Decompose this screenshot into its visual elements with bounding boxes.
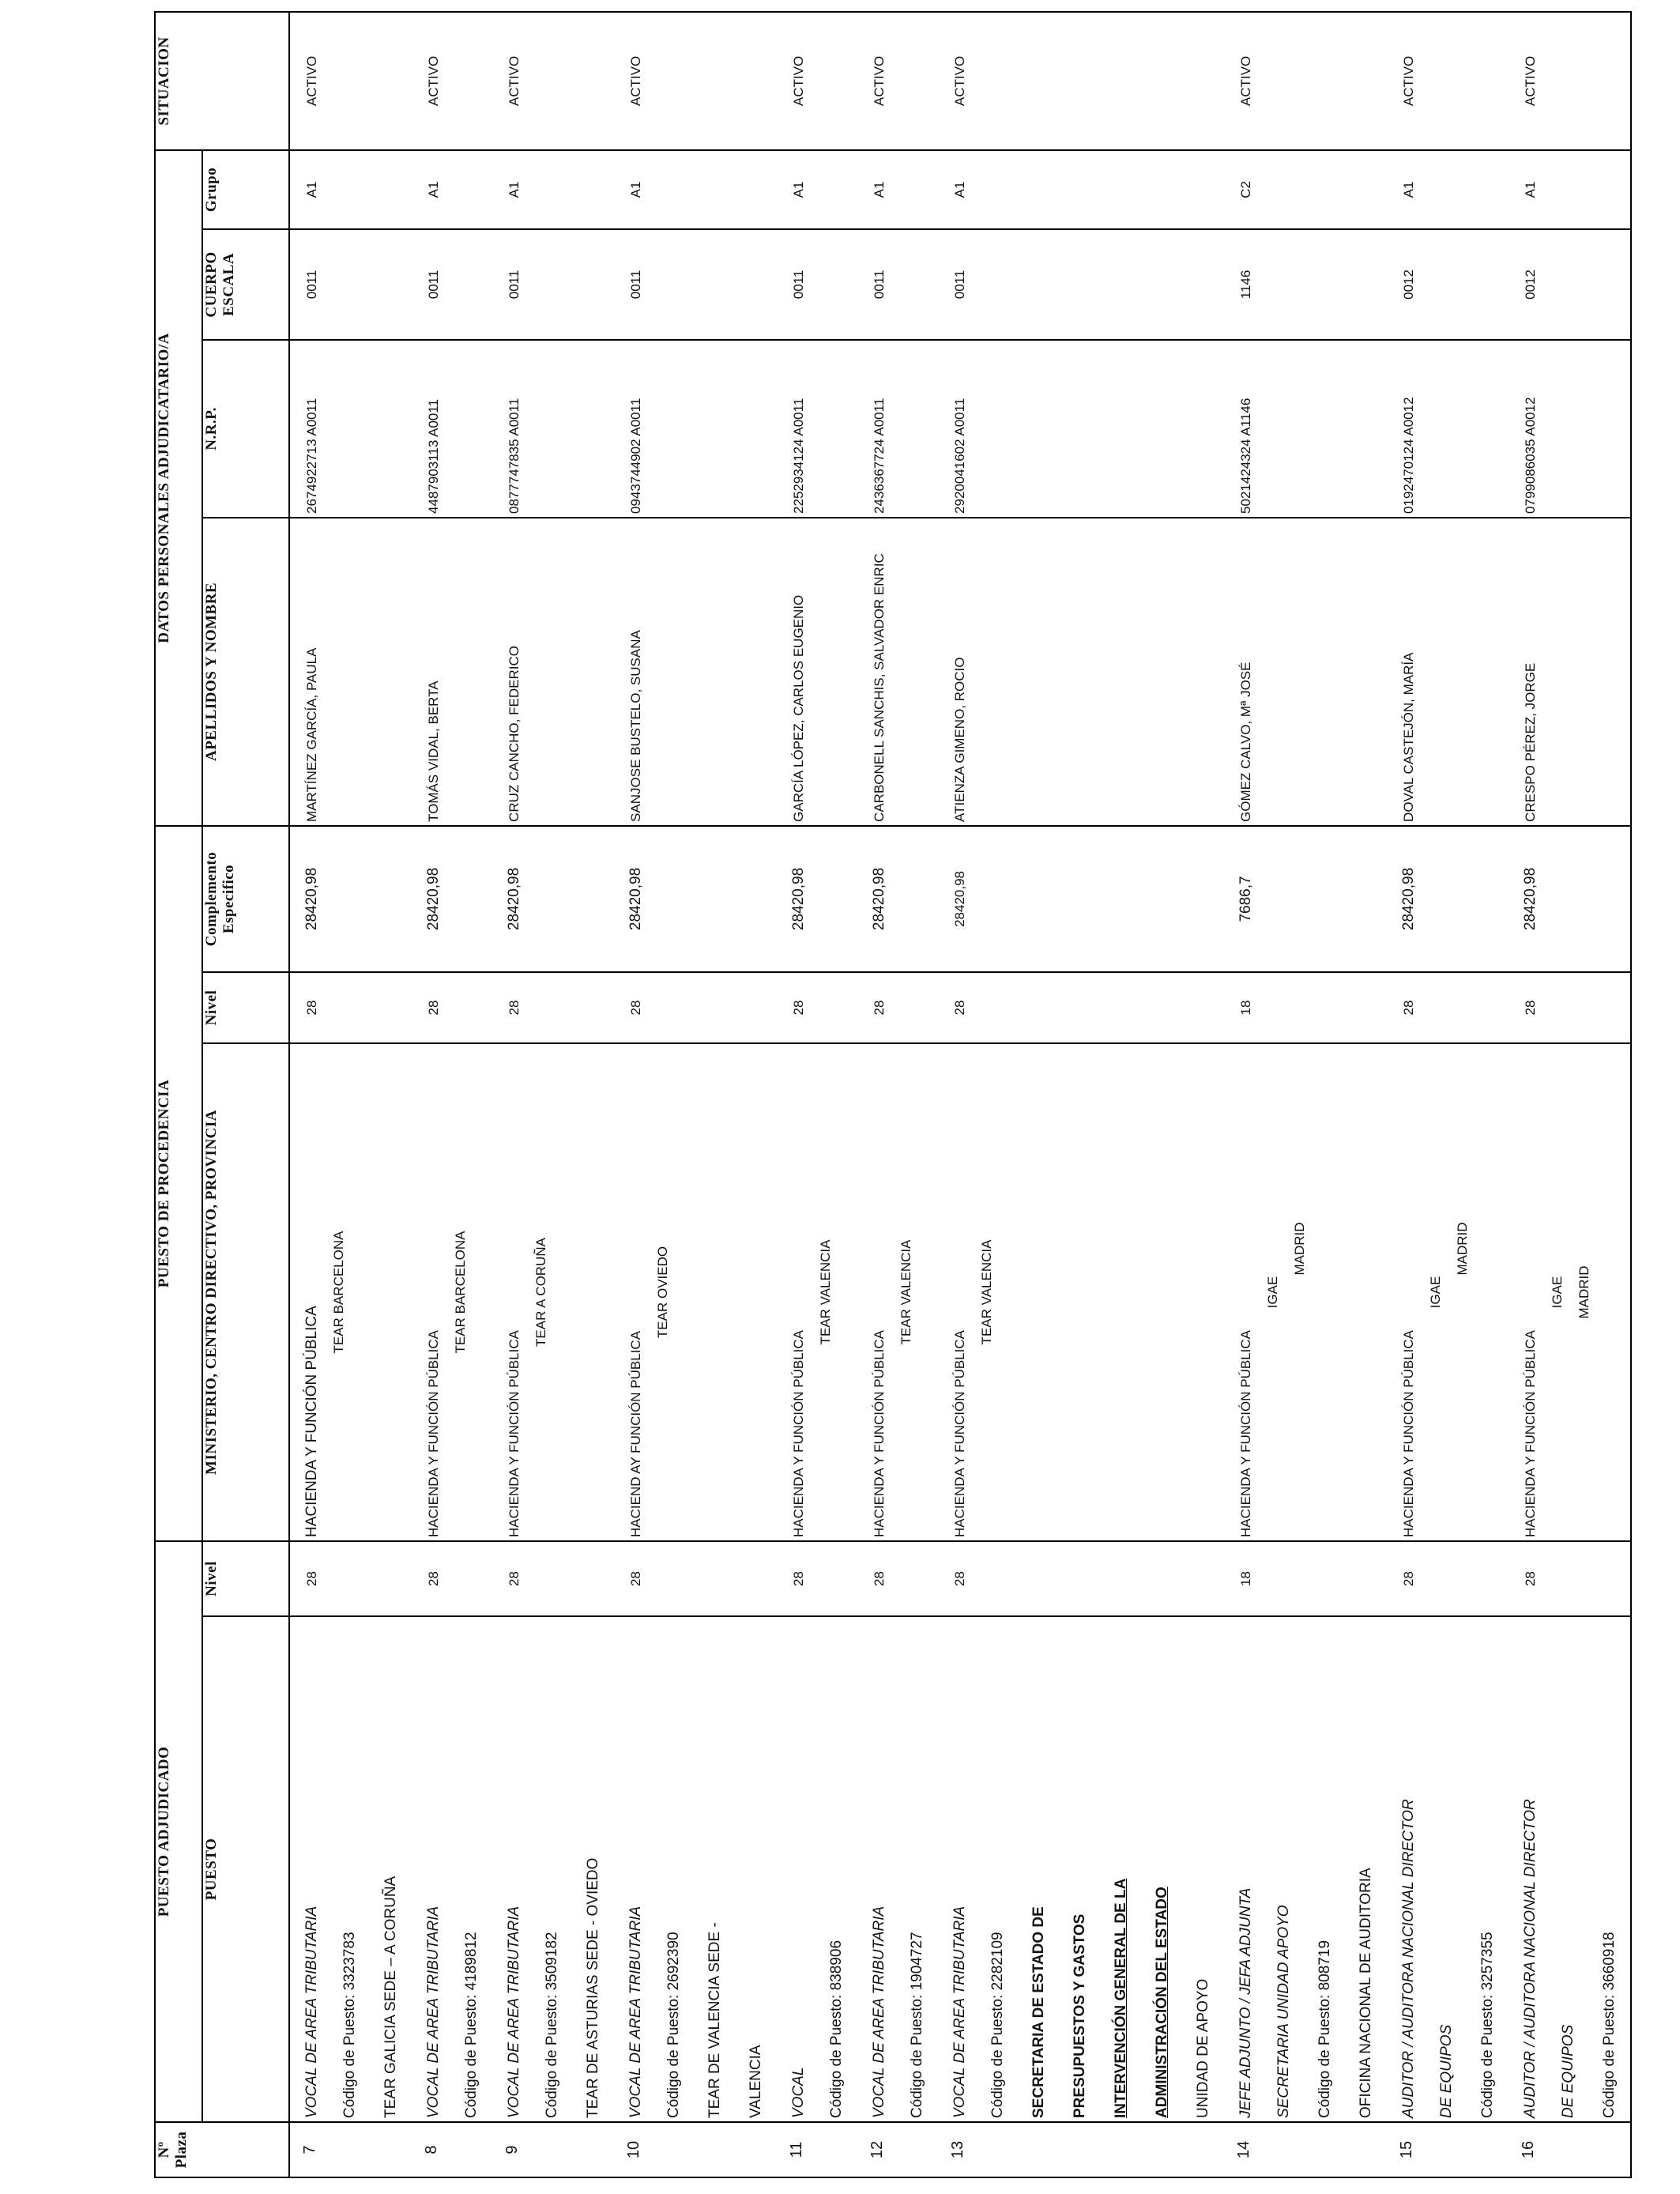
table-row <box>412 12 492 2177</box>
row-grupo: A1 <box>857 150 938 229</box>
header-complemento: Complemento Especifico <box>202 826 289 972</box>
puesto-title: VOCAL DE AREA TRIBUTARIA <box>627 1906 644 2118</box>
ministerio-line: HACIENDA Y FUNCIÓN PÚBLICA <box>791 1329 806 1537</box>
ministerio-centro: TEAR VALENCIA <box>979 1239 994 1345</box>
ministerio-line: HACIENDA Y FUNCIÓN PÚBLICA <box>303 1306 320 1537</box>
row-nivel-procedencia: 28 <box>492 972 614 1043</box>
row-nrp: 0877747835 A0011 <box>492 340 614 518</box>
header-nivel: Nivel <box>202 1541 289 1616</box>
header-nrp: N.R.P. <box>202 340 289 518</box>
ministerio-centro: TEAR VALENCIA <box>898 1239 913 1345</box>
ministerio-centro: IGAE <box>1550 1276 1565 1309</box>
row-cuerpo: 0012 <box>1509 229 1631 340</box>
row-nombre: GÓMEZ CALVO, Mª JOSÉ <box>1224 518 1387 826</box>
row-puesto <box>1224 1616 1387 2122</box>
puesto-title: JEFE ADJUNTO / JEFA ADJUNTA <box>1237 1887 1254 2118</box>
row-complemento: 28420,98 <box>938 826 1224 972</box>
row-nombre: ATIENZA GIMENO, ROCIO <box>938 518 1224 826</box>
row-grupo: A1 <box>938 150 1224 229</box>
row-nombre: CRESPO PÉREZ, JORGE <box>1509 518 1631 826</box>
row-cuerpo: 0011 <box>614 229 777 340</box>
row-nivel: 28 <box>938 1541 1224 1616</box>
puesto-codigo: Código de Puesto: 1904727 <box>909 1932 925 2118</box>
puesto-codigo: Código de Puesto: 3660918 <box>1601 1932 1618 2118</box>
header-datos-personales: DATOS PERSONALES ADJUDICATARIO/A <box>155 150 202 826</box>
puesto-title: VOCAL DE AREA TRIBUTARIA <box>951 1906 968 2118</box>
header-puesto-procedencia: PUESTO DE PROCEDENCIA <box>155 826 202 1541</box>
table-row <box>857 12 938 2177</box>
row-ministerio <box>1387 1043 1509 1541</box>
table-row <box>938 12 1224 2177</box>
ministerio-centro: TEAR BARCELONA <box>331 1231 346 1354</box>
header-num: Nº Plaza <box>155 2122 289 2177</box>
puesto-title: VOCAL DE AREA TRIBUTARIA <box>871 1906 887 2118</box>
row-num: 13 <box>938 2122 1224 2177</box>
row-cuerpo: 0012 <box>1387 229 1509 340</box>
row-ministerio <box>938 1043 1224 1541</box>
row-nrp: 0799086035 A0012 <box>1509 340 1631 518</box>
row-nrp: 4487903113 A0011 <box>412 340 492 518</box>
row-nivel-procedencia: 18 <box>1224 972 1387 1043</box>
row-complemento: 28420,98 <box>289 826 412 972</box>
row-situacion: ACTIVO <box>872 55 887 107</box>
row-puesto <box>1509 1616 1631 2122</box>
row-nivel-procedencia: 28 <box>938 972 1224 1043</box>
puesto-extra: TEAR DE VALENCIA SEDE - <box>706 1922 723 2118</box>
row-nivel-procedencia: 28 <box>1387 972 1509 1043</box>
puesto-codigo: Código de Puesto: 2692390 <box>665 1932 682 2118</box>
puesto-codigo: Código de Puesto: 3509182 <box>544 1932 560 2118</box>
row-ministerio <box>857 1043 938 1541</box>
adjudication-table <box>154 11 1632 2178</box>
table-row <box>492 12 614 2177</box>
table-row <box>1387 12 1509 2177</box>
ministerio-centro: TEAR VALENCIA <box>818 1239 833 1345</box>
row-complemento: 7686,7 <box>1224 826 1387 972</box>
row-situacion: ACTIVO <box>628 55 643 107</box>
row-nivel-procedencia: 28 <box>289 972 412 1043</box>
row-grupo: A1 <box>777 150 857 229</box>
section-presupuestos: PRESUPUESTOS Y GASTOS <box>1072 1913 1088 2118</box>
row-nivel: 28 <box>777 1541 857 1616</box>
row-nrp: 5021424324 A1146 <box>1224 340 1387 518</box>
header-nivel-procedencia: Nivel <box>202 972 289 1043</box>
row-nombre: DOVAL CASTEJÓN, MARÍA <box>1387 518 1509 826</box>
row-nivel: 28 <box>412 1541 492 1616</box>
row-ministerio <box>492 1043 614 1541</box>
row-num: 11 <box>777 2122 857 2177</box>
puesto-title-2: DE EQUIPOS <box>1560 2024 1576 2118</box>
row-nivel: 28 <box>492 1541 614 1616</box>
puesto-codigo: Código de Puesto: 2282109 <box>989 1932 1006 2118</box>
table-row <box>1509 12 1631 2177</box>
puesto-extra: TEAR DE ASTURIAS SEDE - OVIEDO <box>585 1857 601 2118</box>
puesto-codigo: Código de Puesto: 3257355 <box>1479 1932 1496 2118</box>
row-nrp: 2252934124 A0011 <box>777 340 857 518</box>
ministerio-centro: TEAR A CORUÑA <box>533 1238 548 1347</box>
row-puesto <box>857 1616 938 2122</box>
row-ministerio <box>614 1043 777 1541</box>
row-num: 16 <box>1509 2122 1631 2177</box>
puesto-codigo: Código de Puesto: 838906 <box>828 1940 845 2118</box>
row-grupo: A1 <box>614 150 777 229</box>
header-cuerpo: CUERPO ESCALA <box>202 229 289 340</box>
ministerio-centro: TEAR BARCELONA <box>453 1231 468 1354</box>
row-ministerio <box>1224 1043 1387 1541</box>
section-secretaria: SECRETARIA DE ESTADO DE <box>1030 1906 1047 2118</box>
row-puesto <box>777 1616 857 2122</box>
ministerio-provincia: MADRID <box>1576 1265 1591 1319</box>
row-nrp: 2674922713 A0011 <box>289 340 412 518</box>
ministerio-provincia: MADRID <box>1455 1222 1470 1276</box>
row-ministerio <box>777 1043 857 1541</box>
row-nivel: 18 <box>1224 1541 1387 1616</box>
ministerio-line: HACIENDA Y FUNCIÓN PÚBLICA <box>1238 1329 1253 1537</box>
row-cuerpo: 0011 <box>492 229 614 340</box>
header-puesto: PUESTO <box>202 1616 289 2122</box>
row-nombre: CRUZ CANCHO, FEDERICO <box>492 518 614 826</box>
ministerio-provincia: MADRID <box>1292 1222 1307 1276</box>
row-cuerpo: 0011 <box>938 229 1224 340</box>
puesto-title: VOCAL DE AREA TRIBUTARIA <box>425 1906 442 2118</box>
row-cuerpo: 0011 <box>412 229 492 340</box>
row-num: 7 <box>289 2122 412 2177</box>
row-situacion: ACTIVO <box>304 55 319 107</box>
row-complemento: 28420,98 <box>492 826 614 972</box>
row-nrp: 0943744902 A0011 <box>614 340 777 518</box>
row-nivel-procedencia: 28 <box>1509 972 1631 1043</box>
row-situacion: ACTIVO <box>426 55 441 107</box>
puesto-title: VOCAL DE AREA TRIBUTARIA <box>506 1906 522 2118</box>
puesto-extra: OFICINA NACIONAL DE AUDITORIA <box>1358 1868 1374 2118</box>
row-ministerio <box>412 1043 492 1541</box>
row-cuerpo: 0011 <box>777 229 857 340</box>
row-nombre: MARTÍNEZ GARCÍA, PAULA <box>289 518 412 826</box>
row-grupo: A1 <box>412 150 492 229</box>
row-num: 14 <box>1224 2122 1387 2177</box>
row-situacion: ACTIVO <box>952 55 967 107</box>
section-unidad-apoyo: UNIDAD DE APOYO <box>1195 1978 1211 2118</box>
row-ministerio <box>289 1043 412 1541</box>
row-nivel: 28 <box>614 1541 777 1616</box>
row-num: 12 <box>857 2122 938 2177</box>
row-puesto <box>289 1616 412 2122</box>
ministerio-line: HACIENDA Y FUNCIÓN PÚBLICA <box>1401 1329 1416 1537</box>
row-num: 15 <box>1387 2122 1509 2177</box>
row-situacion: ACTIVO <box>507 55 522 107</box>
row-ministerio <box>1509 1043 1631 1541</box>
ministerio-centro: IGAE <box>1265 1276 1280 1309</box>
row-puesto <box>492 1616 614 2122</box>
row-nivel-procedencia: 28 <box>412 972 492 1043</box>
row-complemento: 28420,98 <box>412 826 492 972</box>
row-grupo: A1 <box>1387 150 1509 229</box>
table-row <box>777 12 857 2177</box>
row-nivel: 28 <box>1387 1541 1509 1616</box>
row-nivel-procedencia: 28 <box>857 972 938 1043</box>
table-row <box>289 12 412 2177</box>
row-nivel-procedencia: 28 <box>614 972 777 1043</box>
puesto-extra: TEAR GALICIA SEDE – A CORUÑA <box>382 1875 399 2118</box>
ministerio-line: HACIENDA Y FUNCIÓN PÚBLICA <box>426 1329 441 1537</box>
row-cuerpo: 0011 <box>857 229 938 340</box>
ministerio-line: HACIENDA Y FUNCIÓN PÚBLICA <box>507 1329 522 1537</box>
ministerio-line: HACIENDA Y FUNCIÓN PÚBLICA <box>952 1329 967 1537</box>
row-situacion: ACTIVO <box>1401 55 1416 107</box>
row-num: 10 <box>614 2122 777 2177</box>
row-grupo: A1 <box>1509 150 1631 229</box>
row-complemento: 28420,98 <box>1509 826 1631 972</box>
puesto-codigo: Código de Puesto: 808719 <box>1317 1940 1333 2118</box>
row-cuerpo: 1146 <box>1224 229 1387 340</box>
row-situacion: ACTIVO <box>791 55 806 107</box>
row-cuerpo: 0011 <box>289 229 412 340</box>
row-complemento: 28420,98 <box>1387 826 1509 972</box>
section-intervencion: INTERVENCIÓN GENERAL DE LA <box>1113 1878 1129 2118</box>
ministerio-centro: IGAE <box>1428 1276 1443 1309</box>
row-nivel-procedencia: 28 <box>777 972 857 1043</box>
table-row <box>1224 12 1387 2177</box>
ministerio-line: HACIEND AY FUNCIÓN PÚBLICA <box>628 1330 643 1537</box>
row-situacion: ACTIVO <box>1238 55 1253 107</box>
row-nrp: 2920041602 A0011 <box>938 340 1224 518</box>
row-complemento: 28420,98 <box>777 826 857 972</box>
section-administracion: ADMINISTRACIÓN DEL ESTADO <box>1154 1887 1170 2118</box>
puesto-title: AUDITOR / AUDITORA NACIONAL DIRECTOR <box>1522 1799 1539 2118</box>
row-situacion: ACTIVO <box>1523 55 1538 107</box>
row-complemento: 28420,98 <box>857 826 938 972</box>
puesto-codigo: Código de Puesto: 4189812 <box>463 1932 480 2118</box>
puesto-title-2: DE EQUIPOS <box>1438 2024 1455 2118</box>
row-nivel: 28 <box>1509 1541 1631 1616</box>
puesto-title: VOCAL <box>790 2067 807 2118</box>
row-puesto <box>614 1616 777 2122</box>
row-grupo: A1 <box>492 150 614 229</box>
puesto-title: AUDITOR / AUDITORA NACIONAL DIRECTOR <box>1400 1799 1417 2118</box>
row-grupo: C2 <box>1224 150 1387 229</box>
row-nombre: SANJOSE BUSTELO, SUSANA <box>614 518 777 826</box>
row-puesto <box>1387 1616 1509 2122</box>
row-puesto <box>938 1616 1224 2122</box>
header-situacion: SITUACION <box>156 36 172 126</box>
ministerio-line: HACIENDA Y FUNCIÓN PÚBLICA <box>872 1329 887 1537</box>
ministerio-line: HACIENDA Y FUNCIÓN PÚBLICA <box>1523 1329 1538 1537</box>
header-grupo: Grupo <box>202 150 289 229</box>
row-num: 8 <box>412 2122 492 2177</box>
header-ministerio: MINISTERIO, CENTRO DIRECTIVO, PROVINCIA <box>202 1043 289 1541</box>
puesto-title: VOCAL DE AREA TRIBUTARIA <box>303 1906 320 2118</box>
puesto-extra: VALENCIA <box>748 2045 764 2118</box>
row-nrp: 2436367724 A0011 <box>857 340 938 518</box>
row-nombre: CARBONELL SANCHIS, SALVADOR ENRIC <box>857 518 938 826</box>
row-nombre: GARCÍA LÓPEZ, CARLOS EUGENIO <box>777 518 857 826</box>
table-row <box>614 12 777 2177</box>
puesto-codigo: Código de Puesto: 3323783 <box>341 1932 358 2118</box>
row-complemento: 28420,98 <box>614 826 777 972</box>
row-nivel: 28 <box>857 1541 938 1616</box>
row-nrp: 0192470124 A0012 <box>1387 340 1509 518</box>
row-puesto <box>412 1616 492 2122</box>
header-puesto-adjudicado: PUESTO ADJUDICADO <box>155 1541 202 2122</box>
puesto-title-2: SECRETARIA UNIDAD APOYO <box>1275 1905 1292 2118</box>
row-nombre: TOMÁS VIDAL, BERTA <box>412 518 492 826</box>
row-grupo: A1 <box>289 150 412 229</box>
ministerio-centro: TEAR OVIEDO <box>655 1246 670 1339</box>
row-num: 9 <box>492 2122 614 2177</box>
header-apellidos: APELLIDOS Y NOMBRE <box>202 518 289 826</box>
row-nivel: 28 <box>289 1541 412 1616</box>
